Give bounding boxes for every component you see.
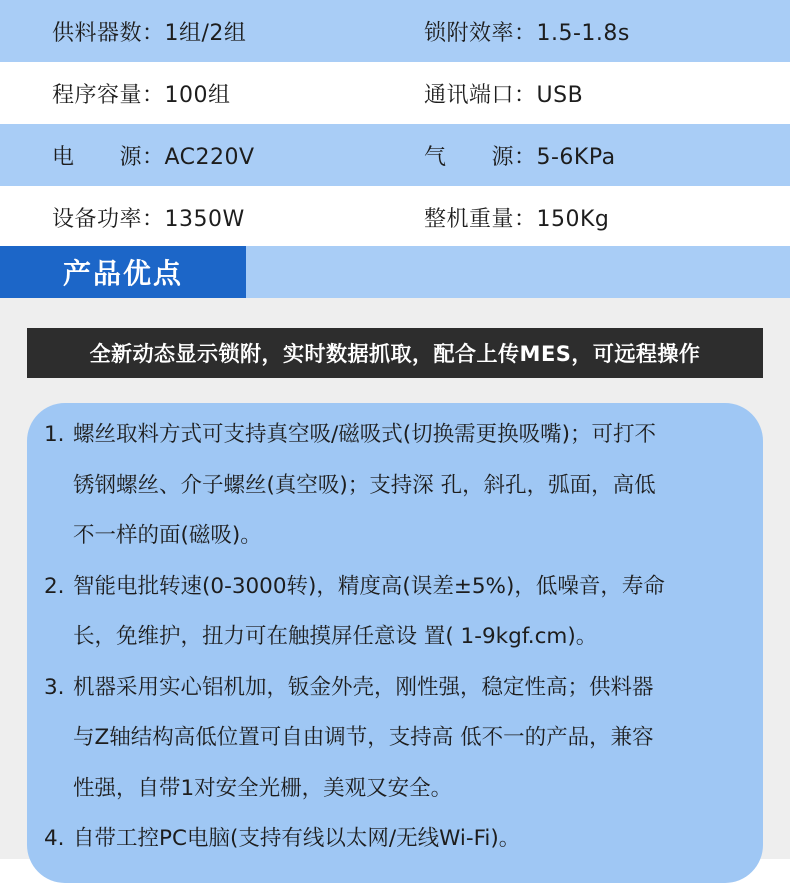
section-title: 产品优点	[0, 246, 246, 298]
feature-line: 性强，自带1对安全光栅，美观又安全。	[73, 775, 453, 801]
spec-row	[0, 0, 790, 62]
feature-line: 不一样的面(磁吸)。	[73, 523, 262, 548]
feature-item	[44, 562, 754, 663]
feature-list	[44, 410, 754, 865]
spec-efficiency: 锁附效率：1.5-1.8s	[424, 20, 630, 46]
spec-air-source: 气 源：5-6KPa	[424, 144, 616, 170]
feature-line: 机器采用实心铝机加，钣金外壳，刚性强，稳定性高；供料器	[73, 674, 654, 700]
feature-number: 2.	[44, 573, 65, 599]
spec-feeder-count: 供料器数：1组/2组	[52, 20, 247, 46]
feature-line: 自带工控PC电脑(支持有线以太网/无线Wi-Fi)。	[73, 826, 521, 851]
feature-banner: 全新动态显示锁附，实时数据抓取，配合上传MES，可远程操作	[27, 328, 763, 378]
feature-number: 1.	[44, 422, 65, 447]
feature-number: 3.	[44, 674, 65, 700]
feature-item	[44, 410, 754, 562]
feature-line: 与Z轴结构高低位置可自由调节，支持高 低不一的产品，兼容	[73, 725, 654, 750]
feature-line: 智能电批转速(0-3000转)，精度高(误差±5%)，低噪音，寿命	[73, 573, 665, 599]
spec-comm-port: 通讯端口：USB	[424, 82, 584, 108]
spec-program-capacity: 程序容量：100组	[52, 82, 231, 108]
spec-power-source: 电 源：AC220V	[52, 144, 255, 170]
feature-number: 4.	[44, 826, 65, 851]
spec-weight: 整机重量：150Kg	[424, 206, 610, 232]
feature-line: 长，免维护，扭力可在触摸屏任意设 置( 1-9kgf.cm)。	[73, 624, 598, 649]
feature-item	[44, 663, 754, 815]
feature-line: 螺丝取料方式可支持真空吸/磁吸式(切换需更换吸嘴)；可打不	[73, 422, 657, 447]
feature-item	[44, 814, 754, 865]
spec-power-rating: 设备功率：1350W	[52, 206, 245, 232]
feature-line: 锈钢螺丝、介子螺丝(真空吸)；支持深 孔，斜孔，弧面，高低	[73, 472, 656, 498]
spec-row	[0, 124, 790, 186]
spec-row	[0, 62, 790, 124]
spec-row	[0, 186, 790, 248]
